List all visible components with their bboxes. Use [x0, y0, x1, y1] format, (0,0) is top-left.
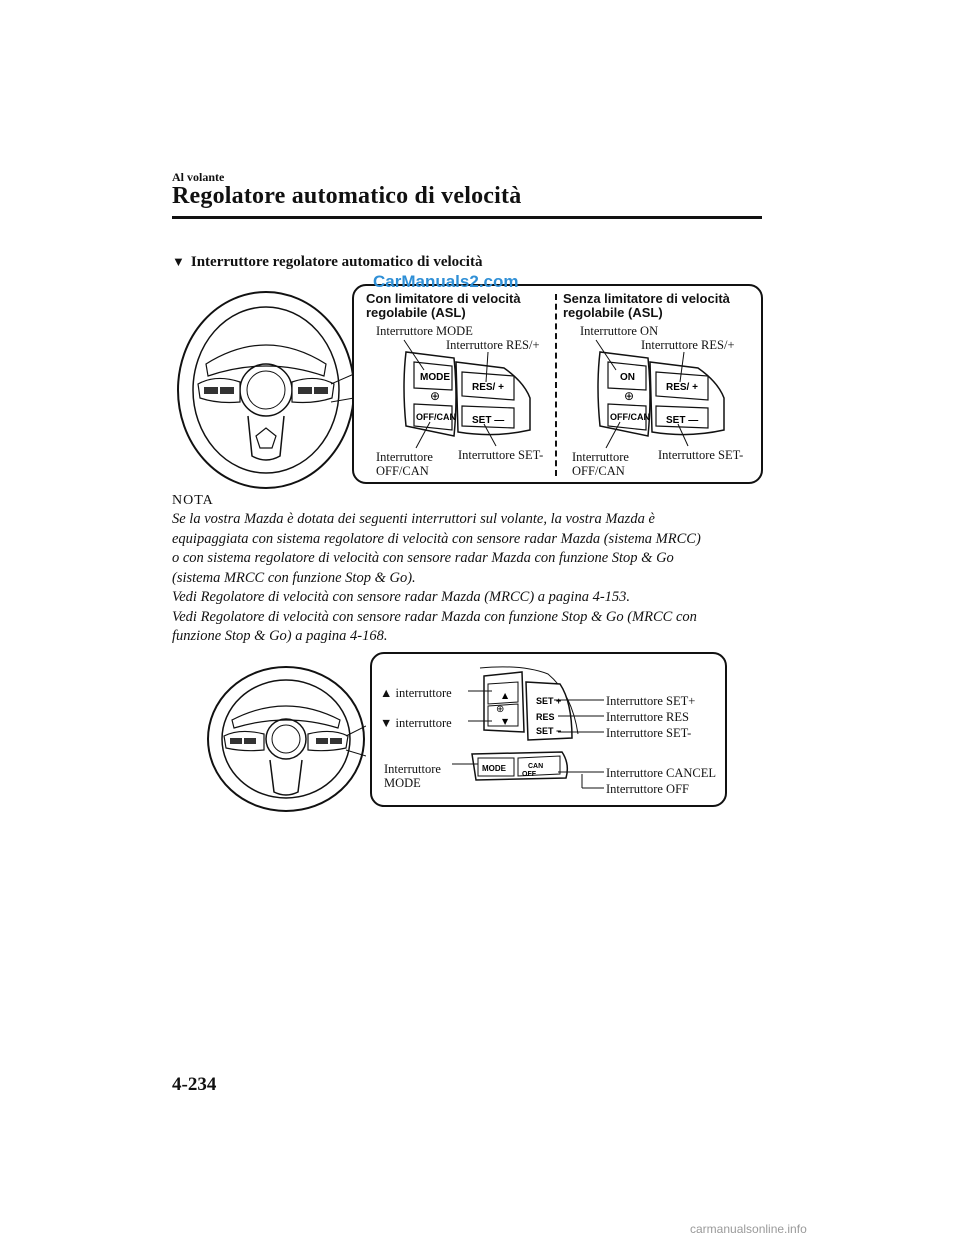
- triangle-down-icon: ▼: [172, 254, 185, 269]
- title-rule: [172, 216, 762, 219]
- label-cancel: Interruttore CANCEL: [606, 766, 717, 780]
- svg-text:SET —: SET —: [666, 415, 699, 426]
- svg-text:OFF/CAN: OFF/CAN: [416, 412, 456, 422]
- svg-text:OFF: OFF: [522, 771, 536, 778]
- label-offcan-switch-right: Interruttore OFF/CAN: [572, 450, 629, 478]
- label-res-switch-right: Interruttore RES/+: [641, 338, 735, 352]
- left-header: Con limitatore di velocità regolabile (ASL): [366, 291, 521, 320]
- label-on-switch: Interruttore ON: [580, 324, 659, 338]
- svg-text:RES/ +: RES/ +: [472, 382, 504, 393]
- label-set-minus: Interruttore SET-: [606, 726, 692, 740]
- svg-text:▼: ▼: [502, 717, 509, 726]
- svg-text:⊕: ⊕: [496, 704, 505, 715]
- label-res-switch-left: Interruttore RES/+: [446, 338, 540, 352]
- svg-text:CAN: CAN: [528, 763, 544, 770]
- steering-wheel-illustration: [176, 286, 356, 496]
- svg-text:MODE: MODE: [482, 764, 506, 773]
- svg-text:MODE: MODE: [420, 372, 450, 383]
- label-set-switch-right: Interruttore SET-: [658, 448, 744, 462]
- svg-text:⊕: ⊕: [430, 389, 441, 403]
- label-down-switch: ▼ interruttore: [380, 716, 452, 730]
- label-mode-switch-2: Interruttore MODE: [384, 762, 441, 790]
- label-mode-switch: Interruttore MODE: [376, 324, 473, 338]
- subheading-text: Interruttore regolatore automatico di velocità: [190, 254, 483, 270]
- steering-wheel-illustration-2: [206, 664, 366, 814]
- svg-text:RES: RES: [536, 712, 555, 722]
- svg-text:RES/ +: RES/ +: [666, 382, 698, 393]
- section-label: Al volante: [172, 170, 225, 184]
- mrcc-switch-figure: [370, 652, 727, 807]
- nota-title: NOTA: [172, 493, 214, 508]
- right-header: Senza limitatore di velocità regolabile (ASL): [563, 291, 730, 320]
- label-off: Interruttore OFF: [606, 782, 689, 796]
- svg-text:SET −: SET −: [536, 726, 562, 736]
- label-offcan-switch-left: Interruttore OFF/CAN: [376, 450, 433, 478]
- svg-text:SET —: SET —: [472, 415, 505, 426]
- svg-text:▲: ▲: [502, 691, 509, 700]
- svg-text:OFF/CAN: OFF/CAN: [610, 412, 650, 422]
- page-title: Regolatore automatico di velocità: [172, 183, 522, 209]
- label-up-switch: ▲ interruttore: [380, 686, 452, 700]
- label-set-switch-left: Interruttore SET-: [458, 448, 544, 462]
- page-number: 4-234: [172, 1074, 217, 1095]
- subheading: [172, 254, 482, 271]
- nota-text: Se la vostra Mazda è dotata dei seguenti interruttori sul volante, la vostra Mazda è equipaggiata con sistema regolatore di velocità con sensore radar Mazda (sistema MRCC) o con sistema regolatore di velocità con sensore radar Mazda con funzione Stop & Go (sistema MRCC con funzione Stop & Go). Vedi Regolatore di velocità con sensore radar Mazda (MRCC) a pagina 4-153. Vedi Regolatore di velocità con sensore radar Mazda con funzione Stop & Go (MRCC con funzione Stop & Go) a pagina 4-168.: [172, 511, 701, 644]
- footer-watermark: carmanualsonline.info: [690, 1222, 807, 1236]
- label-set-plus: Interruttore SET+: [606, 694, 696, 708]
- svg-text:ON: ON: [620, 372, 635, 383]
- svg-text:SET +: SET +: [536, 696, 562, 706]
- label-res: Interruttore RES: [606, 710, 689, 724]
- cruise-switch-figure: [352, 284, 763, 484]
- svg-text:⊕: ⊕: [624, 389, 635, 403]
- watermark: CarManuals2.com: [373, 272, 519, 291]
